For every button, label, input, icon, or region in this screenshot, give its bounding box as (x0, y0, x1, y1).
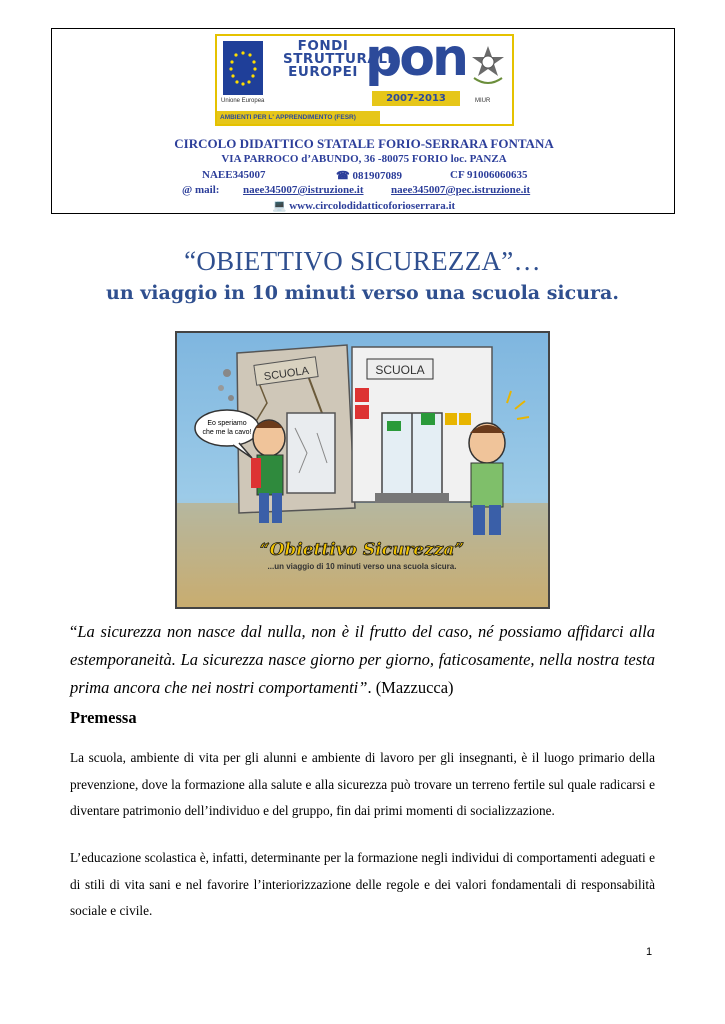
website-link[interactable]: 💻 www.circolodidatticoforioserrara.it (272, 200, 456, 212)
paragraph-1: La scuola, ambiente di vita per gli alunni e ambiente di lavoro per gli insegnanti, è il luogo primario della prevenzione, dove la formazione alla salute e alla sicurezza può trovare un terreno fertile sul quale radicarsi e diventare patrimonio dell’individuo e del gruppo, fin dai primi momenti di socializzazione. (70, 750, 655, 818)
pon-logo: pon (365, 34, 466, 88)
caption-subtitle: ...un viaggio di 10 minuti verso una scuola sicura. (267, 562, 457, 571)
quote-text: La sicurezza non nasce dal nulla, non è il frutto del caso, né possiamo affidarci alla estemporaneità. La sicurezza nasce giorno per giorno, faticosamente, nella nostra testa prima ancora che nei nostri comportamenti” (70, 622, 655, 697)
eu-flag-icon (223, 41, 263, 95)
email-link-istruzione[interactable]: naee345007@istruzione.it (243, 184, 364, 196)
opening-quote (70, 618, 655, 702)
document-subtitle: un viaggio in 10 minuti verso una scuola sicura. (106, 282, 619, 304)
letterhead (51, 28, 675, 214)
pon-years: 2007-2013 (372, 91, 460, 106)
paragraph-2: L’educazione scolastica è, infatti, determinante per la formazione negli individui di comportamenti adeguati e di stili di vita sani e nel favorire l’interiorizzazione delle regole e dei valori fondamentali di responsabilità sociale e civile. (70, 850, 655, 918)
miur-label: MIUR (475, 98, 491, 104)
document-title: “OBIETTIVO SICUREZZA”… (184, 246, 541, 276)
school-codes-row (52, 169, 676, 183)
old-school-sign: SCUOLA (263, 364, 310, 384)
fiscal-code: CF 91006060635 (450, 169, 528, 181)
quote-attribution: . (Mazzucca) (367, 678, 454, 697)
fondi-line: FONDI (297, 38, 349, 54)
school-code: NAEE345007 (202, 169, 266, 181)
school-safety-cartoon (177, 333, 548, 607)
caption-title: “Obiettivo Sicurezza” (259, 540, 465, 560)
eu-label: Unione Europea (221, 98, 265, 104)
quote-open-mark: “ (70, 622, 78, 641)
mail-label: @ mail: (182, 184, 220, 196)
school-address: VIA PARROCO d’ABUNDO, 36 -80075 FORIO loc. PANZA (221, 153, 507, 165)
speech-line: che me la cavo! (202, 429, 252, 436)
school-name: CIRCOLO DIDATTICO STATALE FORIO-SERRARA FONTANA (174, 136, 554, 151)
italian-republic-emblem-icon (469, 42, 507, 88)
pon-fesr-banner (215, 34, 514, 126)
fondi-line: STRUTTURALI (283, 51, 393, 67)
fesr-strip: AMBIENTI PER L' APPRENDIMENTO (FESR) (217, 111, 380, 124)
speech-line: Eo speriamo (207, 420, 247, 427)
new-school-sign: SCUOLA (375, 363, 425, 377)
fondi-line: EUROPEI (288, 64, 358, 80)
phone-number: ☎ 081907089 (336, 170, 402, 182)
section-heading: Premessa (70, 708, 137, 727)
mail-row (52, 184, 676, 198)
email-link-pec[interactable]: naee345007@pec.istruzione.it (391, 184, 531, 196)
fondi-strutturali-logo (283, 38, 393, 80)
cartoon-illustration (175, 331, 550, 609)
page-number: 1 (646, 946, 653, 958)
